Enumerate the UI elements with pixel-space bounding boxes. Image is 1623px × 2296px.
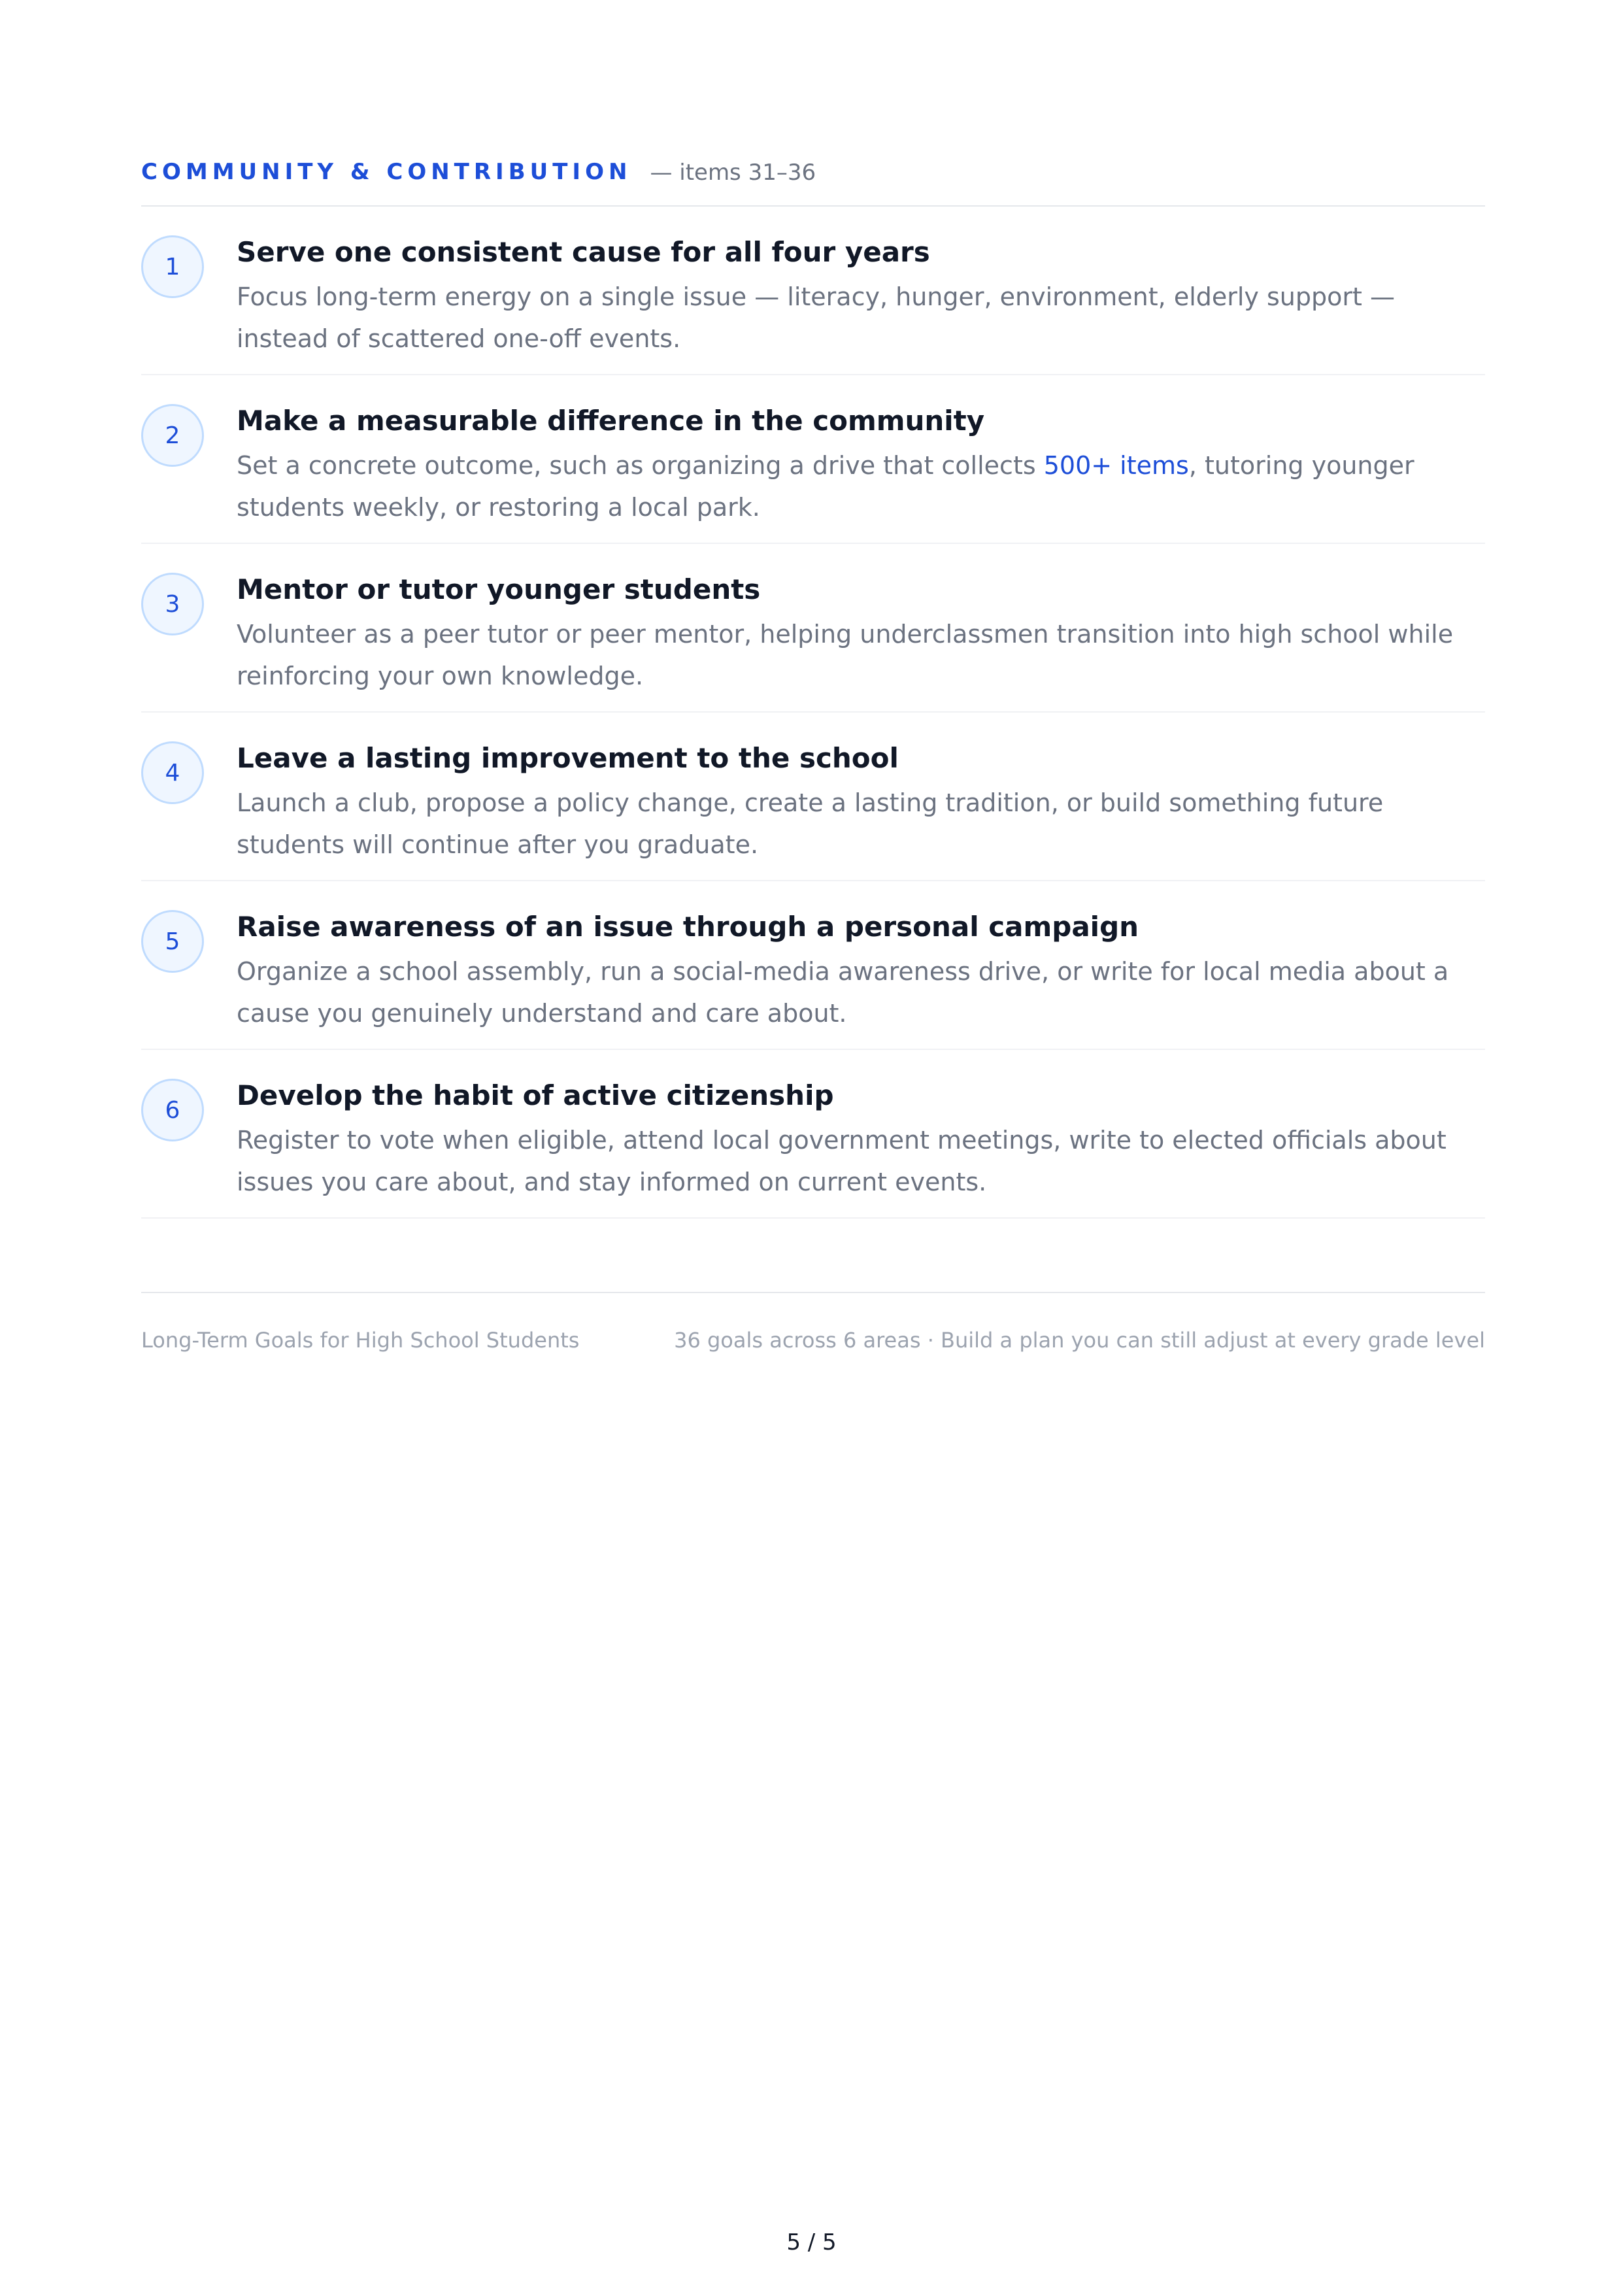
goal-number-badge: 1 — [141, 235, 204, 298]
goal-number-badge: 6 — [141, 1079, 204, 1141]
goal-number-badge: 4 — [141, 741, 204, 804]
goal-body — [237, 909, 1485, 1034]
page-number: 5 / 5 — [786, 2229, 837, 2255]
goal-description: Volunteer as a peer tutor or peer mentor, helping underclassmen transition into high school while reinforcing your own knowledge. — [237, 620, 1454, 690]
goal-body — [237, 740, 1485, 866]
goal-description-text: , tutoring younger students weekly, or restoring a local park. — [237, 451, 1414, 522]
section-header — [141, 157, 1485, 207]
goal-item — [141, 713, 1485, 881]
goal-list — [141, 207, 1485, 1219]
goal-description-highlight: 500+ items — [1043, 451, 1189, 480]
goal-item — [141, 207, 1485, 375]
goal-description: Organize a school assembly, run a social-media awareness drive, or write for local media about a cause you genuinely understand and care about. — [237, 957, 1449, 1028]
goal-description: Launch a club, propose a policy change, create a lasting tradition, or build something future students will continue after you graduate. — [237, 788, 1384, 859]
goal-title: Raise awareness of an issue through a personal campaign — [237, 911, 1139, 943]
goal-title: Leave a lasting improvement to the school — [237, 742, 899, 774]
goal-title: Make a measurable difference in the community — [237, 405, 985, 437]
goal-description — [237, 445, 1485, 528]
goal-body — [237, 571, 1485, 697]
page-footer — [141, 1326, 1485, 1355]
goal-item — [141, 544, 1485, 713]
footer-summary: 36 goals across 6 areas · Build a plan you can still adjust at every grade level — [674, 1328, 1485, 1353]
goal-description: Register to vote when eligible, attend local government meetings, write to elected officials about issues you care about, and stay informed on current events. — [237, 1126, 1447, 1196]
goal-body — [237, 403, 1485, 528]
goal-number-badge: 2 — [141, 404, 204, 467]
goal-title: Develop the habit of active citizenship — [237, 1079, 834, 1111]
goal-item — [141, 881, 1485, 1050]
goal-title: Serve one consistent cause for all four years — [237, 236, 930, 268]
goal-description-text: Set a concrete outcome, such as organizing a drive that collects — [237, 451, 1044, 480]
goal-description: Focus long-term energy on a single issue — literacy, hunger, environment, elderly support — instead of scattered one-off events. — [237, 282, 1395, 353]
goal-number-badge: 3 — [141, 573, 204, 635]
goal-body — [237, 234, 1485, 360]
footer-document-title: Long-Term Goals for High School Students — [141, 1328, 580, 1353]
goal-item — [141, 1050, 1485, 1219]
goal-number-badge: 5 — [141, 910, 204, 973]
footer-divider — [141, 1292, 1485, 1293]
goal-title: Mentor or tutor younger students — [237, 573, 761, 605]
goal-item — [141, 375, 1485, 544]
section-title: COMMUNITY & CONTRIBUTION — [141, 159, 632, 185]
goal-body — [237, 1077, 1485, 1203]
section-subtitle: — items 31–36 — [650, 160, 816, 186]
document-page — [141, 0, 1485, 2296]
